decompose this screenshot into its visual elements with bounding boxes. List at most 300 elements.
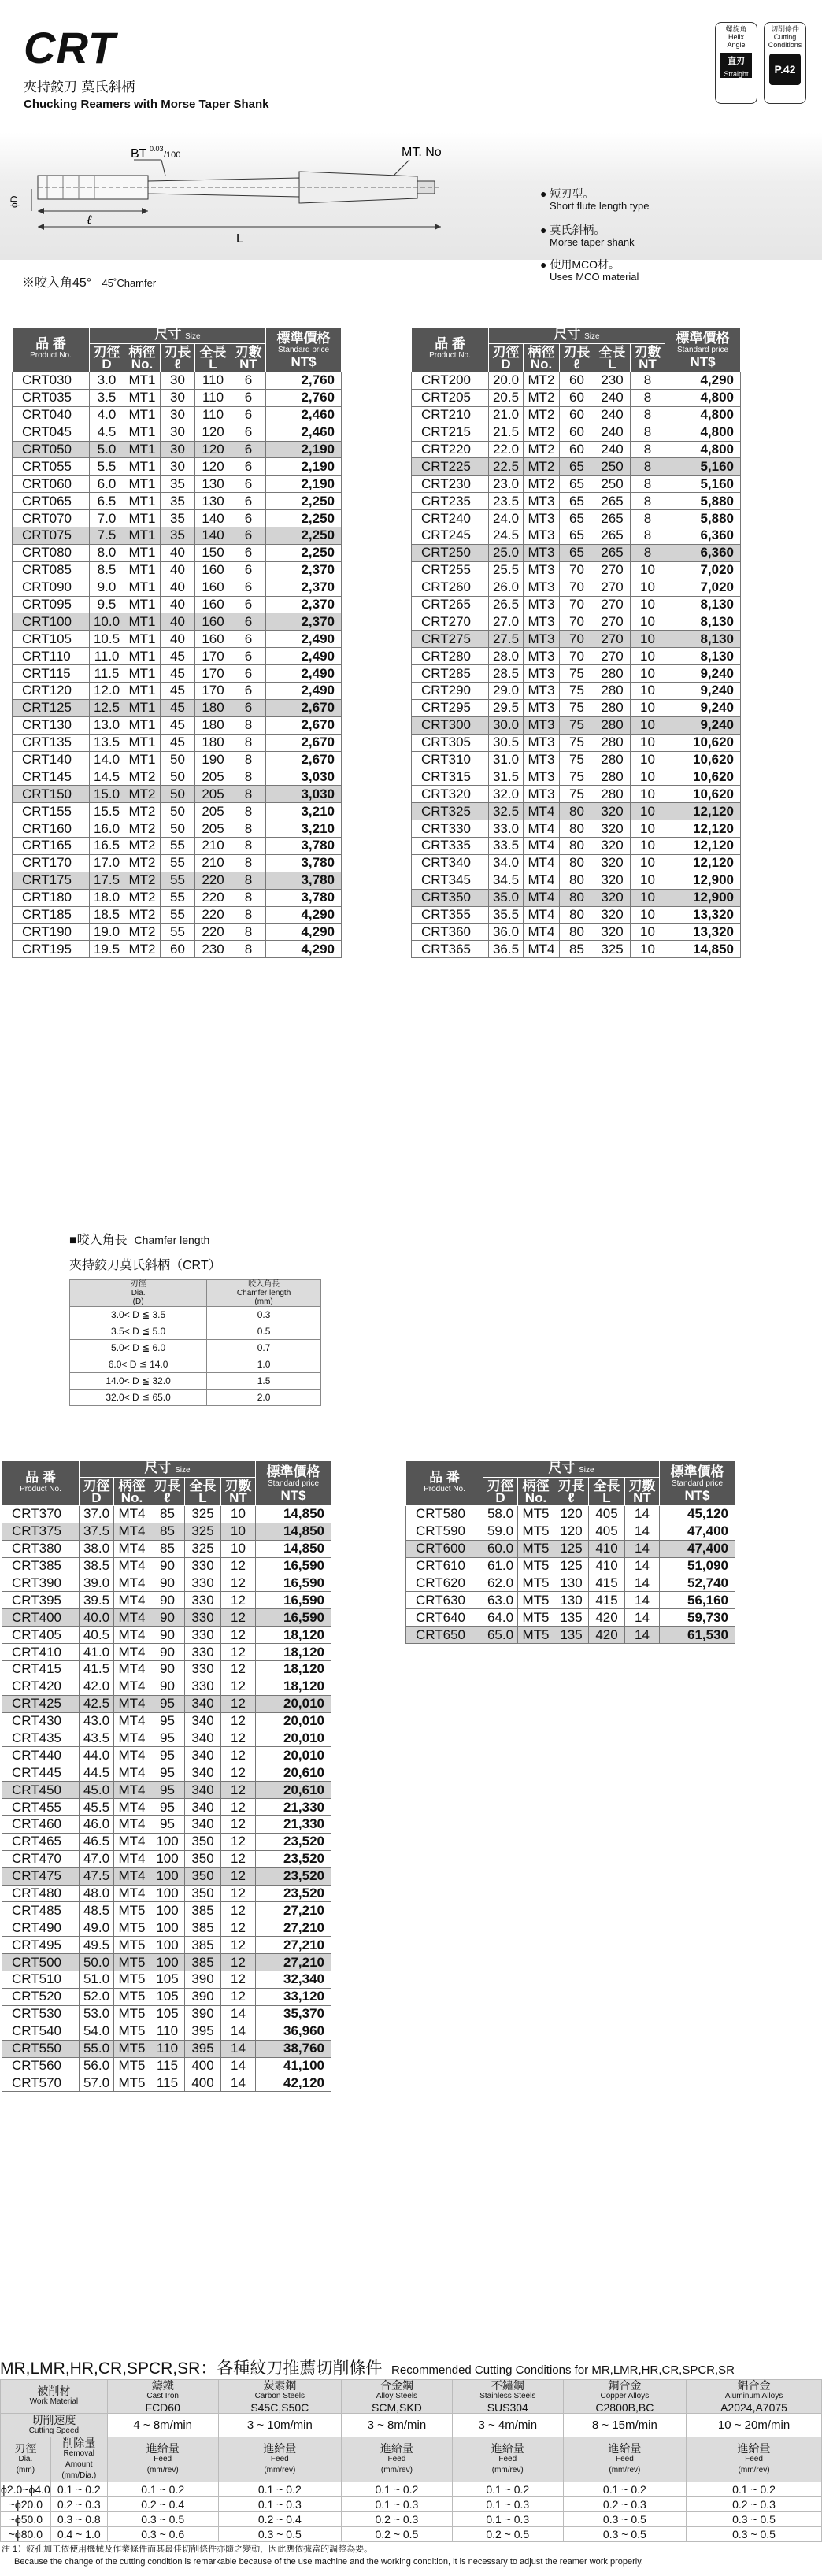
table-row <box>13 544 342 561</box>
diameter: 26.0 <box>489 579 524 596</box>
size-header <box>483 1461 660 1478</box>
diameter: 63.0 <box>483 1592 518 1609</box>
diameter: 18.5 <box>90 906 124 923</box>
table-row <box>2 1782 331 1799</box>
morse-taper: MT3 <box>524 493 560 510</box>
flute-length: 110 <box>150 2040 185 2057</box>
diameter: 33.5 <box>489 838 524 855</box>
diameter: 40.0 <box>80 1609 114 1627</box>
diameter: 23.0 <box>489 476 524 493</box>
h-zh: 不鏽鋼 <box>491 2379 524 2392</box>
speed-header <box>1 2414 108 2437</box>
price: 2,190 <box>266 458 342 476</box>
price: 2,670 <box>266 734 342 751</box>
table-row <box>412 441 741 458</box>
morse-taper: MT3 <box>524 510 560 527</box>
product-no: CRT640 <box>406 1609 483 1627</box>
overall-length: 340 <box>185 1747 221 1764</box>
h-unit: (mm/rev) <box>146 2466 179 2474</box>
product-no: CRT540 <box>2 2023 80 2040</box>
product-no: CRT335 <box>412 838 489 855</box>
price-table-4 <box>405 1460 735 1644</box>
flute-length: 50 <box>161 803 195 820</box>
flute-count: 6 <box>231 441 266 458</box>
product-no: CRT195 <box>13 941 90 958</box>
price: 2,490 <box>266 648 342 665</box>
chip-label-en: Helix <box>728 33 744 41</box>
table-row <box>412 838 741 855</box>
price: 10,620 <box>665 768 741 786</box>
flute-count: 6 <box>231 579 266 596</box>
diameter: 23.5 <box>489 493 524 510</box>
flute-count: 6 <box>231 561 266 579</box>
size-header <box>90 328 266 344</box>
h-en: Standard price <box>676 345 729 354</box>
morse-taper: MT1 <box>124 734 161 751</box>
diameter: 56.0 <box>80 2057 114 2074</box>
morse-taper: MT1 <box>124 716 161 734</box>
price: 8,130 <box>665 596 741 613</box>
morse-taper: MT3 <box>524 786 560 803</box>
flute-count: 8 <box>231 941 266 958</box>
table-row <box>2 1644 331 1661</box>
flute-count: 12 <box>221 1799 256 1816</box>
h-text: L <box>198 1490 207 1505</box>
flute-length: 60 <box>560 372 594 390</box>
overall-length: 395 <box>185 2023 221 2040</box>
table-row <box>412 510 741 527</box>
removal: 0.2 ~ 0.3 <box>50 2497 107 2512</box>
overall-length: 205 <box>195 786 231 803</box>
diameter: 27.5 <box>489 631 524 648</box>
morse-taper: MT4 <box>114 1695 150 1712</box>
table-row <box>2 1557 331 1575</box>
table-row <box>13 786 342 803</box>
product-no: CRT280 <box>412 648 489 665</box>
table-row <box>1 2527 822 2542</box>
product-no: CRT095 <box>13 596 90 613</box>
dia-header <box>483 1478 518 1506</box>
h-text: ℓ <box>174 356 181 372</box>
table-row <box>13 734 342 751</box>
h-en: Size <box>579 1466 594 1475</box>
dia-range: 32.0< D ≦ 65.0 <box>70 1390 207 1406</box>
diameter: 28.0 <box>489 648 524 665</box>
overall-length: 325 <box>185 1523 221 1540</box>
diameter: 60.0 <box>483 1540 518 1557</box>
flute-count: 8 <box>231 768 266 786</box>
table-row <box>2 1747 331 1764</box>
overall-length: 410 <box>589 1557 625 1575</box>
h-unit: (mm/rev) <box>738 2466 770 2474</box>
overall-length: 270 <box>594 631 631 648</box>
price-table-3 <box>2 1460 331 2092</box>
morse-taper: MT2 <box>124 768 161 786</box>
flute-length: 95 <box>150 1782 185 1799</box>
overall-length: 280 <box>594 699 631 716</box>
feed: 0.2 ~ 0.3 <box>687 2497 822 2512</box>
product-no: CRT130 <box>13 716 90 734</box>
table-row <box>412 648 741 665</box>
flute-length-label: ℓ <box>87 213 92 227</box>
morse-taper: MT1 <box>124 751 161 768</box>
material-header <box>687 2380 822 2414</box>
flute-count: 6 <box>231 596 266 613</box>
product-no: CRT055 <box>13 458 90 476</box>
product-no: CRT135 <box>13 734 90 751</box>
flute-count: 6 <box>231 665 266 683</box>
table-row <box>13 751 342 768</box>
flute-length: 95 <box>150 1764 185 1782</box>
diameter: 53.0 <box>80 2005 114 2023</box>
cutting-conditions-chip[interactable] <box>764 22 806 104</box>
cutting-speed: 4 ~ 8m/min <box>107 2414 218 2437</box>
h-text: L <box>602 1490 611 1505</box>
flute-count: 10 <box>631 561 665 579</box>
morse-taper: MT3 <box>524 699 560 716</box>
diameter: 52.0 <box>80 1988 114 2005</box>
table-row <box>13 458 342 476</box>
overall-length: 205 <box>195 803 231 820</box>
morse-taper: MT2 <box>124 941 161 958</box>
diameter: 18.0 <box>90 889 124 906</box>
diameter: 65.0 <box>483 1627 518 1644</box>
price: 3,780 <box>266 854 342 872</box>
overall-length: 280 <box>594 683 631 700</box>
feed: 0.2 ~ 0.4 <box>107 2497 218 2512</box>
morse-taper: MT2 <box>524 476 560 493</box>
table-row <box>412 906 741 923</box>
chamfer-section-subtitle: 夾持鉸刀莫氏斜柄（CRT） <box>69 1259 221 1272</box>
flute-length: 110 <box>150 2023 185 2040</box>
overall-length: 230 <box>195 941 231 958</box>
chip-label-en2: Angle <box>727 41 746 49</box>
table-row <box>2 1902 331 1919</box>
price: 6,360 <box>665 527 741 545</box>
morse-taper: MT5 <box>518 1575 554 1592</box>
table-row <box>412 820 741 838</box>
h-std: SUS304 <box>487 2401 528 2414</box>
table-row <box>412 389 741 406</box>
flute-length: 45 <box>161 699 195 716</box>
table-row <box>2 1730 331 1747</box>
overall-length: 280 <box>594 665 631 683</box>
table-row <box>13 803 342 820</box>
table-row <box>13 699 342 716</box>
morse-taper: MT5 <box>114 1937 150 1954</box>
price: 8,130 <box>665 613 741 631</box>
flute-length: 80 <box>560 820 594 838</box>
flute-length: 65 <box>560 476 594 493</box>
flute-length: 90 <box>150 1592 185 1609</box>
overall-length: 415 <box>589 1592 625 1609</box>
h-text: 刃長 <box>557 1478 585 1493</box>
table-row <box>70 1323 321 1340</box>
h-zh: 進給量 <box>146 2442 180 2455</box>
flute-length: 90 <box>150 1661 185 1678</box>
morse-taper: MT2 <box>124 838 161 855</box>
h-zh: 合金鋼 <box>380 2379 413 2392</box>
diameter: 36.5 <box>489 941 524 958</box>
morse-taper: MT4 <box>114 1506 150 1523</box>
h-en: Dia. <box>18 2455 33 2463</box>
flute-count: 12 <box>221 1764 256 1782</box>
reamer-drawing <box>0 132 822 260</box>
flute-count: 8 <box>631 389 665 406</box>
h-en: Product No. <box>424 1485 465 1493</box>
flute-count: 10 <box>631 838 665 855</box>
flute-count: 8 <box>231 923 266 941</box>
flute-count: 6 <box>231 613 266 631</box>
product-no: CRT445 <box>2 1764 80 1782</box>
overall-length: 320 <box>594 820 631 838</box>
product-no: CRT490 <box>2 1919 80 1937</box>
flute-length: 85 <box>150 1540 185 1557</box>
feed-header <box>107 2437 218 2482</box>
dia-range: 14.0< D ≦ 32.0 <box>70 1373 207 1390</box>
flute-length: 35 <box>161 493 195 510</box>
flute-length: 90 <box>150 1644 185 1661</box>
diameter: 45.5 <box>80 1799 114 1816</box>
morse-taper: MT2 <box>124 786 161 803</box>
product-no: CRT150 <box>13 786 90 803</box>
price: 21,330 <box>256 1816 331 1834</box>
morse-taper: MT2 <box>124 889 161 906</box>
chip-label: 螺旋角 <box>725 25 747 33</box>
overall-length: 210 <box>195 838 231 855</box>
price: 2,460 <box>266 406 342 424</box>
product-no: CRT090 <box>13 579 90 596</box>
product-no: CRT180 <box>13 889 90 906</box>
price: 4,290 <box>266 906 342 923</box>
length-header <box>589 1478 625 1506</box>
price: 2,190 <box>266 476 342 493</box>
h-text: 尺寸 <box>554 327 581 342</box>
h-zh: 進給量 <box>263 2442 297 2455</box>
morse-taper: MT5 <box>518 1506 554 1523</box>
table-row <box>2 1988 331 2005</box>
product-no: CRT415 <box>2 1661 80 1678</box>
h-text: 品 番 <box>25 1470 56 1485</box>
flute-count: 14 <box>625 1523 660 1540</box>
table-row <box>13 648 342 665</box>
price: 14,850 <box>665 941 741 958</box>
h-en: Feed <box>154 2455 172 2463</box>
overall-length: 330 <box>185 1678 221 1695</box>
feed: 0.1 ~ 0.2 <box>107 2482 218 2497</box>
flute-length: 100 <box>150 1954 185 1971</box>
morse-taper: MT3 <box>524 716 560 734</box>
chamfer-length: 1.0 <box>207 1356 321 1373</box>
flute-count: 10 <box>631 768 665 786</box>
diameter: 44.5 <box>80 1764 114 1782</box>
price: 33,120 <box>256 1988 331 2005</box>
h-text: No. <box>120 1490 143 1505</box>
flute-length: 90 <box>150 1627 185 1644</box>
h-en: Cast Iron <box>146 2392 179 2400</box>
flute-length: 65 <box>560 510 594 527</box>
table-row <box>412 941 741 958</box>
flute-count: 14 <box>625 1557 660 1575</box>
morse-taper: MT5 <box>518 1592 554 1609</box>
product-no: CRT155 <box>13 803 90 820</box>
h-en: Standard price <box>671 1479 724 1488</box>
product-no: CRT080 <box>13 544 90 561</box>
diameter: 11.5 <box>90 665 124 683</box>
price: 10,620 <box>665 786 741 803</box>
morse-taper: MT4 <box>114 1799 150 1816</box>
table-row <box>70 1356 321 1373</box>
diameter: 5.5 <box>90 458 124 476</box>
flute-count: 10 <box>631 854 665 872</box>
table-row <box>2 1695 331 1712</box>
diameter: 38.5 <box>80 1557 114 1575</box>
flute-length: 95 <box>150 1816 185 1834</box>
overall-length: 170 <box>195 665 231 683</box>
price: 3,030 <box>266 768 342 786</box>
flute-length: 80 <box>560 923 594 941</box>
table-row <box>2 2023 331 2040</box>
removal: 0.3 ~ 0.8 <box>50 2512 107 2527</box>
product-no: CRT600 <box>406 1540 483 1557</box>
flute-count: 12 <box>221 1592 256 1609</box>
morse-taper: MT3 <box>524 596 560 613</box>
overall-length: 210 <box>195 854 231 872</box>
cutting-title <box>0 2356 735 2379</box>
h-text: NT <box>639 356 657 372</box>
morse-taper: MT1 <box>124 372 161 390</box>
h-en: Standard price <box>277 345 330 354</box>
flute-length: 60 <box>560 406 594 424</box>
morse-taper: MT4 <box>114 1609 150 1627</box>
h-text: 尺寸 <box>144 1460 172 1475</box>
morse-taper: MT1 <box>124 596 161 613</box>
table-row <box>13 406 342 424</box>
flute-count: 10 <box>221 1540 256 1557</box>
product-header <box>412 328 489 372</box>
flute-length: 135 <box>554 1627 589 1644</box>
overall-length: 270 <box>594 579 631 596</box>
morse-taper: MT4 <box>114 1747 150 1764</box>
diameter: 35.0 <box>489 889 524 906</box>
product-no: CRT105 <box>13 631 90 648</box>
flute-length: 100 <box>150 1885 185 1902</box>
flute-count: 6 <box>231 493 266 510</box>
table-row <box>13 683 342 700</box>
price: 20,010 <box>256 1712 331 1730</box>
h-text: NT$ <box>291 353 317 369</box>
flute-count: 10 <box>631 751 665 768</box>
flute-count: 6 <box>231 683 266 700</box>
product-no: CRT390 <box>2 1575 80 1592</box>
flute-count: 10 <box>631 648 665 665</box>
flute-count: 10 <box>631 631 665 648</box>
price: 47,400 <box>660 1540 735 1557</box>
product-no: CRT125 <box>13 699 90 716</box>
dia-header <box>90 344 124 372</box>
diameter: 36.0 <box>489 923 524 941</box>
feature-en: Uses MCO material <box>550 271 639 283</box>
morse-taper: MT5 <box>518 1540 554 1557</box>
product-no: CRT310 <box>412 751 489 768</box>
table-row <box>412 579 741 596</box>
product-no: CRT115 <box>13 665 90 683</box>
flute-length: 40 <box>161 596 195 613</box>
flute-length: 80 <box>560 803 594 820</box>
h-zh: 鑄鐵 <box>151 2379 174 2392</box>
flute-length: 60 <box>161 941 195 958</box>
mt-label: MT. No <box>402 146 442 159</box>
product-no: CRT610 <box>406 1557 483 1575</box>
price: 4,290 <box>266 941 342 958</box>
product-no: CRT620 <box>406 1575 483 1592</box>
h-en: Feed <box>615 2455 634 2463</box>
price: 18,120 <box>256 1627 331 1644</box>
table-row <box>412 631 741 648</box>
helix-angle-chip <box>715 22 757 104</box>
morse-taper: MT2 <box>124 820 161 838</box>
section-title-zh: ■咬入角長 <box>69 1234 128 1247</box>
overall-length: 265 <box>594 544 631 561</box>
h-en: Carbon Steels <box>254 2392 305 2400</box>
morse-taper: MT5 <box>114 1988 150 2005</box>
price: 3,780 <box>266 872 342 889</box>
flute-length: 90 <box>150 1557 185 1575</box>
cutting-speed: 10 ~ 20m/min <box>687 2414 822 2437</box>
table-row <box>2 1954 331 1971</box>
price: 4,800 <box>665 389 741 406</box>
product-no: CRT270 <box>412 613 489 631</box>
product-no: CRT110 <box>13 648 90 665</box>
diameter: 61.0 <box>483 1557 518 1575</box>
overall-length: 325 <box>594 941 631 958</box>
diameter: 50.0 <box>80 1954 114 1971</box>
overall-length: 160 <box>195 613 231 631</box>
flute-count: 8 <box>631 406 665 424</box>
flute-count: 10 <box>631 613 665 631</box>
flute-count: 12 <box>221 1644 256 1661</box>
flute-count: 8 <box>231 820 266 838</box>
length-header <box>594 344 631 372</box>
table-row <box>2 1850 331 1867</box>
overall-length: 320 <box>594 838 631 855</box>
flute-length: 30 <box>161 458 195 476</box>
cutting-speed: 8 ~ 15m/min <box>563 2414 686 2437</box>
overall-length: 385 <box>185 1954 221 1971</box>
product-no: CRT210 <box>412 406 489 424</box>
overall-length: 280 <box>594 768 631 786</box>
h-std: SCM,SKD <box>372 2401 422 2414</box>
mt-header <box>114 1478 150 1506</box>
table-row <box>406 1609 735 1627</box>
price: 2,250 <box>266 493 342 510</box>
morse-taper: MT1 <box>124 510 161 527</box>
flute-count: 10 <box>631 579 665 596</box>
flute-length: 75 <box>560 734 594 751</box>
nt-header <box>625 1478 660 1506</box>
flute-count: 12 <box>221 1885 256 1902</box>
product-no: CRT245 <box>412 527 489 545</box>
flute-header <box>150 1478 185 1506</box>
morse-taper: MT4 <box>524 872 560 889</box>
h-en: Feed <box>745 2455 763 2463</box>
diameter: 4.0 <box>90 406 124 424</box>
feed: 0.3 ~ 0.5 <box>563 2512 686 2527</box>
product-no: CRT205 <box>412 389 489 406</box>
product-no: CRT035 <box>13 389 90 406</box>
flute-length: 65 <box>560 458 594 476</box>
flute-length: 100 <box>150 1833 185 1850</box>
